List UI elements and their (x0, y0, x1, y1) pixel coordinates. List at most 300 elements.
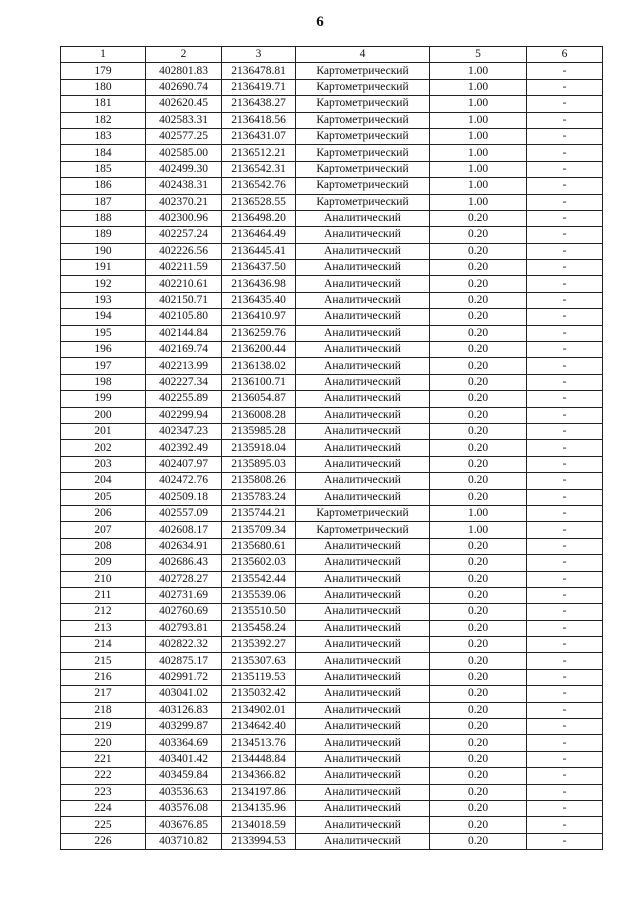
table-row (61, 751, 603, 767)
y-coordinate-cell: 2136437.50 (222, 260, 296, 276)
accuracy-cell: 0.20 (430, 735, 527, 751)
note-cell: - (527, 522, 603, 538)
y-coordinate-cell: 2135680.61 (222, 538, 296, 554)
x-coordinate-cell: 402822.32 (146, 637, 222, 653)
accuracy-cell: 0.20 (430, 800, 527, 816)
table-row (61, 178, 603, 194)
method-cell: Аналитический (296, 768, 430, 784)
note-cell: - (527, 325, 603, 341)
x-coordinate-cell: 402686.43 (146, 555, 222, 571)
method-cell: Аналитический (296, 702, 430, 718)
method-cell: Картометрический (296, 194, 430, 210)
y-coordinate-cell: 2136054.87 (222, 391, 296, 407)
table-row (61, 243, 603, 259)
note-cell: - (527, 800, 603, 816)
table-row (61, 210, 603, 226)
accuracy-cell: 0.20 (430, 473, 527, 489)
note-cell: - (527, 96, 603, 112)
accuracy-cell: 0.20 (430, 702, 527, 718)
point-number-cell: 225 (61, 817, 146, 833)
x-coordinate-cell: 403459.84 (146, 768, 222, 784)
x-coordinate-cell: 402634.91 (146, 538, 222, 554)
table-body (61, 63, 603, 850)
table-row (61, 325, 603, 341)
accuracy-cell: 0.20 (430, 669, 527, 685)
x-coordinate-cell: 402583.31 (146, 112, 222, 128)
table-row (61, 63, 603, 79)
point-number-cell: 191 (61, 260, 146, 276)
x-coordinate-cell: 402585.00 (146, 145, 222, 161)
method-cell: Аналитический (296, 800, 430, 816)
x-coordinate-cell: 402257.24 (146, 227, 222, 243)
method-cell: Аналитический (296, 489, 430, 505)
x-coordinate-cell: 402875.17 (146, 653, 222, 669)
y-coordinate-cell: 2134018.59 (222, 817, 296, 833)
y-coordinate-cell: 2135744.21 (222, 505, 296, 521)
table-row (61, 112, 603, 128)
point-number-cell: 207 (61, 522, 146, 538)
note-cell: - (527, 112, 603, 128)
y-coordinate-cell: 2135542.44 (222, 571, 296, 587)
y-coordinate-cell: 2135985.28 (222, 423, 296, 439)
note-cell: - (527, 587, 603, 603)
point-number-cell: 199 (61, 391, 146, 407)
method-cell: Аналитический (296, 243, 430, 259)
note-cell: - (527, 145, 603, 161)
y-coordinate-cell: 2136431.07 (222, 128, 296, 144)
accuracy-cell: 0.20 (430, 456, 527, 472)
note-cell: - (527, 702, 603, 718)
point-number-cell: 193 (61, 292, 146, 308)
table-row (61, 505, 603, 521)
method-cell: Аналитический (296, 473, 430, 489)
point-number-cell: 194 (61, 309, 146, 325)
point-number-cell: 188 (61, 210, 146, 226)
table-row (61, 456, 603, 472)
table-row (61, 800, 603, 816)
x-coordinate-cell: 403676.85 (146, 817, 222, 833)
point-number-cell: 197 (61, 358, 146, 374)
note-cell: - (527, 768, 603, 784)
accuracy-cell: 0.20 (430, 784, 527, 800)
y-coordinate-cell: 2134448.84 (222, 751, 296, 767)
note-cell: - (527, 128, 603, 144)
y-coordinate-cell: 2136542.76 (222, 178, 296, 194)
method-cell: Аналитический (296, 210, 430, 226)
note-cell: - (527, 260, 603, 276)
x-coordinate-cell: 402227.34 (146, 374, 222, 390)
table-row (61, 620, 603, 636)
note-cell: - (527, 374, 603, 390)
note-cell: - (527, 407, 603, 423)
table-row (61, 669, 603, 685)
table-row (61, 194, 603, 210)
x-coordinate-cell: 402144.84 (146, 325, 222, 341)
method-cell: Аналитический (296, 391, 430, 407)
accuracy-cell: 0.20 (430, 653, 527, 669)
note-cell: - (527, 571, 603, 587)
table-row (61, 260, 603, 276)
method-cell: Аналитический (296, 423, 430, 439)
accuracy-cell: 0.20 (430, 768, 527, 784)
point-number-cell: 206 (61, 505, 146, 521)
note-cell: - (527, 686, 603, 702)
point-number-cell: 184 (61, 145, 146, 161)
y-coordinate-cell: 2135119.53 (222, 669, 296, 685)
accuracy-cell: 0.20 (430, 276, 527, 292)
point-number-cell: 216 (61, 669, 146, 685)
method-cell: Аналитический (296, 833, 430, 849)
point-number-cell: 200 (61, 407, 146, 423)
table-row (61, 538, 603, 554)
method-cell: Аналитический (296, 719, 430, 735)
method-cell: Аналитический (296, 817, 430, 833)
method-cell: Аналитический (296, 555, 430, 571)
y-coordinate-cell: 2135918.04 (222, 440, 296, 456)
method-cell: Аналитический (296, 342, 430, 358)
method-cell: Картометрический (296, 145, 430, 161)
method-cell: Аналитический (296, 637, 430, 653)
accuracy-cell: 1.00 (430, 96, 527, 112)
note-cell: - (527, 276, 603, 292)
y-coordinate-cell: 2135458.24 (222, 620, 296, 636)
y-coordinate-cell: 2136259.76 (222, 325, 296, 341)
point-number-cell: 182 (61, 112, 146, 128)
page-number: 6 (316, 14, 324, 30)
note-cell: - (527, 440, 603, 456)
note-cell: - (527, 423, 603, 439)
point-number-cell: 196 (61, 342, 146, 358)
note-cell: - (527, 358, 603, 374)
note-cell: - (527, 817, 603, 833)
x-coordinate-cell: 402472.76 (146, 473, 222, 489)
point-number-cell: 209 (61, 555, 146, 571)
y-coordinate-cell: 2135539.06 (222, 587, 296, 603)
table-row (61, 489, 603, 505)
note-cell: - (527, 292, 603, 308)
point-number-cell: 224 (61, 800, 146, 816)
point-number-cell: 215 (61, 653, 146, 669)
y-coordinate-cell: 2136410.97 (222, 309, 296, 325)
method-cell: Аналитический (296, 653, 430, 669)
accuracy-cell: 1.00 (430, 79, 527, 95)
point-number-cell: 192 (61, 276, 146, 292)
y-coordinate-cell: 2136200.44 (222, 342, 296, 358)
note-cell: - (527, 161, 603, 177)
note-cell: - (527, 555, 603, 571)
method-cell: Картометрический (296, 79, 430, 95)
y-coordinate-cell: 2136436.98 (222, 276, 296, 292)
method-cell: Аналитический (296, 604, 430, 620)
accuracy-cell: 0.20 (430, 407, 527, 423)
x-coordinate-cell: 402728.27 (146, 571, 222, 587)
note-cell: - (527, 637, 603, 653)
coordinates-table (60, 46, 603, 850)
table-row (61, 817, 603, 833)
table-row (61, 276, 603, 292)
x-coordinate-cell: 402370.21 (146, 194, 222, 210)
y-coordinate-cell: 2136512.21 (222, 145, 296, 161)
point-number-cell: 219 (61, 719, 146, 735)
accuracy-cell: 0.20 (430, 571, 527, 587)
point-number-cell: 204 (61, 473, 146, 489)
accuracy-cell: 0.20 (430, 227, 527, 243)
accuracy-cell: 0.20 (430, 358, 527, 374)
method-cell: Аналитический (296, 276, 430, 292)
y-coordinate-cell: 2135783.24 (222, 489, 296, 505)
accuracy-cell: 1.00 (430, 63, 527, 79)
method-cell: Картометрический (296, 128, 430, 144)
x-coordinate-cell: 402690.74 (146, 79, 222, 95)
point-number-cell: 190 (61, 243, 146, 259)
point-number-cell: 189 (61, 227, 146, 243)
method-cell: Аналитический (296, 620, 430, 636)
note-cell: - (527, 538, 603, 554)
y-coordinate-cell: 2136138.02 (222, 358, 296, 374)
x-coordinate-cell: 402213.99 (146, 358, 222, 374)
method-cell: Картометрический (296, 522, 430, 538)
table-row (61, 79, 603, 95)
note-cell: - (527, 784, 603, 800)
table-row (61, 440, 603, 456)
x-coordinate-cell: 402105.80 (146, 309, 222, 325)
accuracy-cell: 0.20 (430, 374, 527, 390)
x-coordinate-cell: 402499.30 (146, 161, 222, 177)
method-cell: Аналитический (296, 292, 430, 308)
table-row (61, 719, 603, 735)
method-cell: Аналитический (296, 571, 430, 587)
y-coordinate-cell: 2136478.81 (222, 63, 296, 79)
table-header-row (61, 47, 603, 63)
table-row (61, 391, 603, 407)
x-coordinate-cell: 402300.96 (146, 210, 222, 226)
point-number-cell: 212 (61, 604, 146, 620)
method-cell: Картометрический (296, 63, 430, 79)
point-number-cell: 185 (61, 161, 146, 177)
x-coordinate-cell: 402991.72 (146, 669, 222, 685)
point-number-cell: 213 (61, 620, 146, 636)
y-coordinate-cell: 2136419.71 (222, 79, 296, 95)
x-coordinate-cell: 403401.42 (146, 751, 222, 767)
method-cell: Аналитический (296, 325, 430, 341)
x-coordinate-cell: 402169.74 (146, 342, 222, 358)
column-header: 1 (61, 47, 146, 63)
method-cell: Картометрический (296, 161, 430, 177)
table-row (61, 145, 603, 161)
table-row (61, 358, 603, 374)
accuracy-cell: 0.20 (430, 260, 527, 276)
point-number-cell: 195 (61, 325, 146, 341)
method-cell: Аналитический (296, 751, 430, 767)
x-coordinate-cell: 403041.02 (146, 686, 222, 702)
method-cell: Аналитический (296, 358, 430, 374)
method-cell: Аналитический (296, 374, 430, 390)
x-coordinate-cell: 403126.83 (146, 702, 222, 718)
accuracy-cell: 1.00 (430, 145, 527, 161)
table-row (61, 161, 603, 177)
x-coordinate-cell: 403299.87 (146, 719, 222, 735)
x-coordinate-cell: 402438.31 (146, 178, 222, 194)
accuracy-cell: 1.00 (430, 522, 527, 538)
y-coordinate-cell: 2135808.26 (222, 473, 296, 489)
y-coordinate-cell: 2135602.03 (222, 555, 296, 571)
point-number-cell: 205 (61, 489, 146, 505)
y-coordinate-cell: 2135307.63 (222, 653, 296, 669)
method-cell: Аналитический (296, 538, 430, 554)
point-number-cell: 180 (61, 79, 146, 95)
table-row (61, 571, 603, 587)
x-coordinate-cell: 402226.56 (146, 243, 222, 259)
accuracy-cell: 0.20 (430, 538, 527, 554)
point-number-cell: 222 (61, 768, 146, 784)
point-number-cell: 214 (61, 637, 146, 653)
method-cell: Аналитический (296, 407, 430, 423)
point-number-cell: 186 (61, 178, 146, 194)
table-row (61, 227, 603, 243)
point-number-cell: 226 (61, 833, 146, 849)
column-header: 6 (527, 47, 603, 63)
note-cell: - (527, 833, 603, 849)
note-cell: - (527, 79, 603, 95)
point-number-cell: 211 (61, 587, 146, 603)
x-coordinate-cell: 402608.17 (146, 522, 222, 538)
accuracy-cell: 0.20 (430, 719, 527, 735)
note-cell: - (527, 391, 603, 407)
y-coordinate-cell: 2136464.49 (222, 227, 296, 243)
note-cell: - (527, 620, 603, 636)
accuracy-cell: 1.00 (430, 161, 527, 177)
accuracy-cell: 1.00 (430, 194, 527, 210)
note-cell: - (527, 178, 603, 194)
accuracy-cell: 0.20 (430, 555, 527, 571)
y-coordinate-cell: 2133994.53 (222, 833, 296, 849)
x-coordinate-cell: 402793.81 (146, 620, 222, 636)
table-row (61, 309, 603, 325)
note-cell: - (527, 456, 603, 472)
point-number-cell: 220 (61, 735, 146, 751)
note-cell: - (527, 669, 603, 685)
table-row (61, 637, 603, 653)
note-cell: - (527, 473, 603, 489)
x-coordinate-cell: 402299.94 (146, 407, 222, 423)
y-coordinate-cell: 2136498.20 (222, 210, 296, 226)
y-coordinate-cell: 2134197.86 (222, 784, 296, 800)
method-cell: Аналитический (296, 309, 430, 325)
note-cell: - (527, 309, 603, 325)
x-coordinate-cell: 402577.25 (146, 128, 222, 144)
table-row (61, 423, 603, 439)
accuracy-cell: 0.20 (430, 440, 527, 456)
point-number-cell: 198 (61, 374, 146, 390)
accuracy-cell: 1.00 (430, 178, 527, 194)
table-row (61, 555, 603, 571)
table-row (61, 374, 603, 390)
y-coordinate-cell: 2135510.50 (222, 604, 296, 620)
table-row (61, 342, 603, 358)
y-coordinate-cell: 2135392.27 (222, 637, 296, 653)
table-row (61, 784, 603, 800)
column-header: 5 (430, 47, 527, 63)
method-cell: Аналитический (296, 735, 430, 751)
y-coordinate-cell: 2136528.55 (222, 194, 296, 210)
x-coordinate-cell: 402731.69 (146, 587, 222, 603)
x-coordinate-cell: 402407.97 (146, 456, 222, 472)
column-header: 4 (296, 47, 430, 63)
point-number-cell: 217 (61, 686, 146, 702)
accuracy-cell: 0.20 (430, 604, 527, 620)
point-number-cell: 201 (61, 423, 146, 439)
note-cell: - (527, 210, 603, 226)
y-coordinate-cell: 2135895.03 (222, 456, 296, 472)
note-cell: - (527, 604, 603, 620)
x-coordinate-cell: 402760.69 (146, 604, 222, 620)
accuracy-cell: 0.20 (430, 391, 527, 407)
y-coordinate-cell: 2136008.28 (222, 407, 296, 423)
accuracy-cell: 0.20 (430, 325, 527, 341)
table-row (61, 768, 603, 784)
x-coordinate-cell: 402620.45 (146, 96, 222, 112)
method-cell: Аналитический (296, 260, 430, 276)
table-row (61, 407, 603, 423)
method-cell: Аналитический (296, 227, 430, 243)
y-coordinate-cell: 2136435.40 (222, 292, 296, 308)
point-number-cell: 202 (61, 440, 146, 456)
table-row (61, 96, 603, 112)
note-cell: - (527, 227, 603, 243)
point-number-cell: 179 (61, 63, 146, 79)
method-cell: Картометрический (296, 178, 430, 194)
accuracy-cell: 0.20 (430, 620, 527, 636)
table-row (61, 735, 603, 751)
table-row (61, 473, 603, 489)
accuracy-cell: 0.20 (430, 309, 527, 325)
table-row (61, 653, 603, 669)
note-cell: - (527, 63, 603, 79)
method-cell: Картометрический (296, 96, 430, 112)
x-coordinate-cell: 402392.49 (146, 440, 222, 456)
table-row (61, 702, 603, 718)
y-coordinate-cell: 2134135.96 (222, 800, 296, 816)
note-cell: - (527, 653, 603, 669)
y-coordinate-cell: 2136438.27 (222, 96, 296, 112)
y-coordinate-cell: 2136100.71 (222, 374, 296, 390)
y-coordinate-cell: 2135709.34 (222, 522, 296, 538)
y-coordinate-cell: 2136542.31 (222, 161, 296, 177)
accuracy-cell: 0.20 (430, 489, 527, 505)
note-cell: - (527, 194, 603, 210)
accuracy-cell: 0.20 (430, 686, 527, 702)
y-coordinate-cell: 2134513.76 (222, 735, 296, 751)
point-number-cell: 210 (61, 571, 146, 587)
point-number-cell: 218 (61, 702, 146, 718)
table-row (61, 522, 603, 538)
accuracy-cell: 0.20 (430, 292, 527, 308)
point-number-cell: 183 (61, 128, 146, 144)
note-cell: - (527, 243, 603, 259)
point-number-cell: 208 (61, 538, 146, 554)
note-cell: - (527, 751, 603, 767)
accuracy-cell: 0.20 (430, 587, 527, 603)
x-coordinate-cell: 402210.61 (146, 276, 222, 292)
table-row (61, 604, 603, 620)
column-header: 3 (222, 47, 296, 63)
point-number-cell: 181 (61, 96, 146, 112)
point-number-cell: 221 (61, 751, 146, 767)
y-coordinate-cell: 2134902.01 (222, 702, 296, 718)
y-coordinate-cell: 2134366.82 (222, 768, 296, 784)
y-coordinate-cell: 2134642.40 (222, 719, 296, 735)
y-coordinate-cell: 2135032.42 (222, 686, 296, 702)
